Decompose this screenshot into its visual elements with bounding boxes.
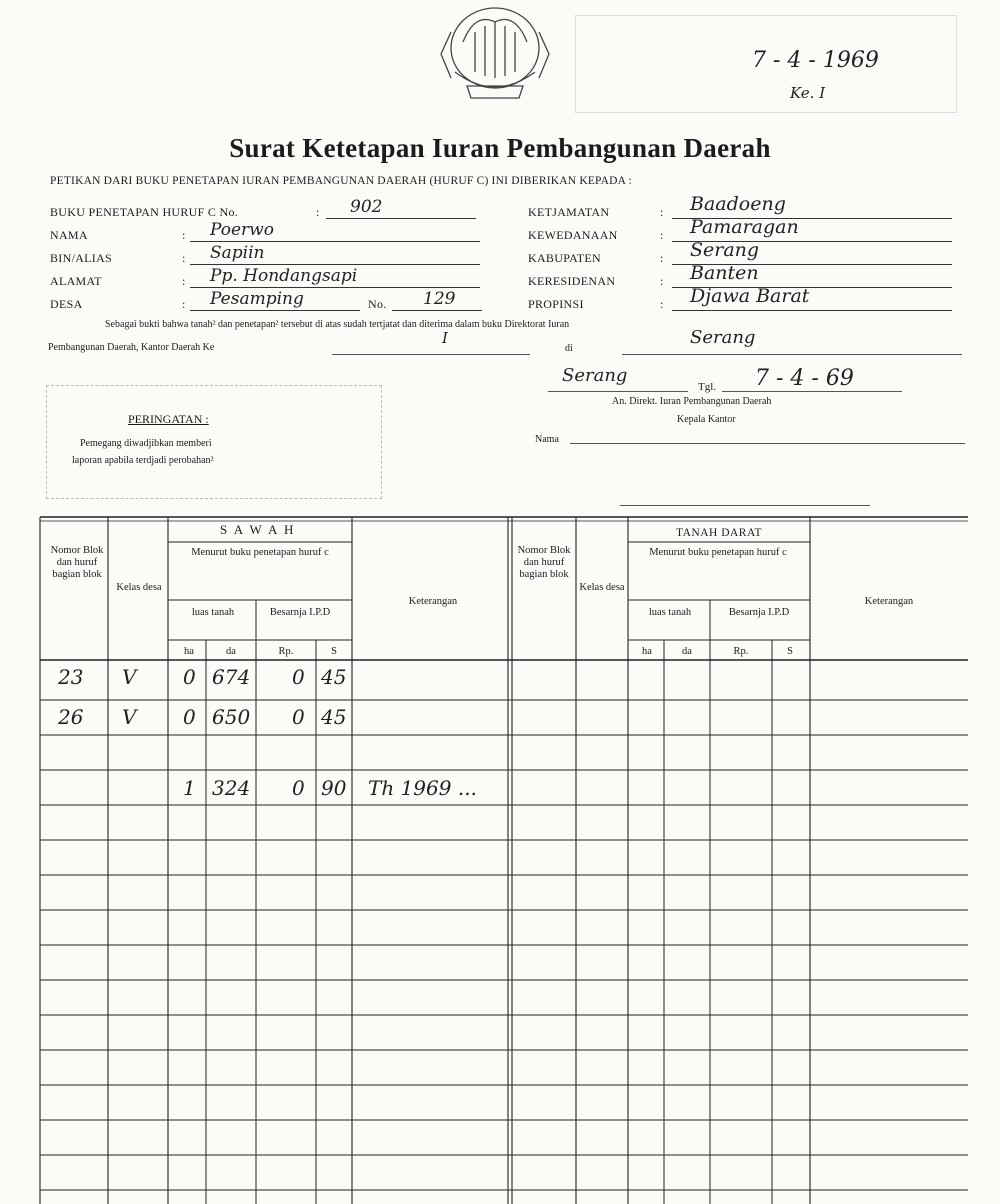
sawah-title: S A W A H	[220, 522, 296, 537]
statement-line2: Pembangunan Daerah, Kantor Daerah Ke	[48, 342, 215, 353]
statement-di-label: di	[565, 343, 573, 354]
left-field-label: DESA	[50, 297, 83, 311]
darat-title: TANAH DARAT	[676, 527, 763, 539]
signature-date: 7 - 4 - 69	[755, 366, 854, 391]
sawah-col-s: S	[331, 646, 337, 657]
colon: :	[660, 297, 664, 311]
table-cell-da: 674	[212, 665, 251, 689]
signature-nama-label: Nama	[535, 434, 559, 445]
sawah-col-nomor: Nomor Blok dan huruf bagian blok	[50, 545, 104, 580]
left-field-label: BUKU PENETAPAN HURUF C No.	[50, 205, 239, 219]
left-field-label: NAMA	[50, 228, 88, 242]
colon: :	[660, 251, 664, 265]
statement-di-value: Serang	[690, 327, 756, 348]
darat-col-da: da	[682, 646, 692, 657]
darat-col-ha: ha	[642, 646, 652, 657]
left-field-value: Poerwo	[210, 220, 274, 240]
sawah-col-kelas: Kelas desa	[116, 582, 162, 593]
colon: :	[660, 228, 664, 242]
sawah-col-rp: Rp.	[278, 646, 294, 657]
darat-col-rp: Rp.	[733, 646, 749, 657]
darat-col-menurut: Menurut buku penetapan huruf c	[649, 547, 787, 558]
peringatan-line2: laporan apabila terdjadi perobahan²	[72, 455, 214, 466]
sawah-col-besarnja: Besarnja I.P.D	[269, 607, 331, 618]
right-field-value: Baadoeng	[690, 193, 786, 215]
colon: :	[182, 274, 186, 288]
signature-tgl-label: Tgl.	[698, 381, 717, 393]
left-field-value: Pesamping	[210, 289, 304, 309]
darat-col-nomor: Nomor Blok dan huruf bagian blok	[517, 545, 571, 580]
colon: :	[660, 205, 664, 219]
table-cell-ha: 0	[183, 665, 196, 689]
colon: :	[660, 274, 664, 288]
right-field-value: Banten	[690, 262, 759, 284]
table-cell-nomor: 26	[58, 705, 84, 729]
signature-place: Serang	[562, 365, 628, 386]
left-field-label: ALAMAT	[50, 274, 102, 288]
sawah-col-keterangan: Keterangan	[408, 596, 458, 607]
kantor-number: I	[442, 329, 448, 347]
signature-role1: An. Direkt. Iuran Pembangunan Daerah	[612, 396, 772, 407]
sawah-col-ha: ha	[184, 646, 194, 657]
colon: :	[182, 228, 186, 242]
sawah-col-menurut: Menurut buku penetapan huruf c	[191, 547, 329, 558]
right-field-value: Serang	[690, 239, 760, 261]
desa-no-label: No.	[368, 297, 387, 311]
left-field-value: Pp. Hondangsapi	[210, 266, 358, 286]
table-cell-ha: 0	[183, 705, 196, 729]
darat-col-kelas: Kelas desa	[579, 582, 625, 593]
left-field-value: 902	[350, 197, 383, 217]
table-cell-s: 45	[321, 705, 347, 729]
peringatan-title: PERINGATAN :	[128, 412, 209, 426]
document-title: Surat Ketetapan Iuran Pembangunan Daerah	[229, 133, 771, 163]
sawah-col-da: da	[226, 646, 236, 657]
colon: :	[182, 251, 186, 265]
left-field-value: Sapiin	[210, 243, 265, 263]
colon: :	[316, 205, 320, 219]
table-cell-rp: 0	[292, 665, 305, 689]
darat-col-luas: luas tanah	[648, 607, 692, 618]
darat-col-keterangan: Keterangan	[864, 596, 914, 607]
table-cell-s: 90	[321, 776, 347, 800]
right-field-label: KETJAMATAN	[528, 205, 610, 219]
right-field-value: Djawa Barat	[690, 285, 810, 307]
signature-role2: Kepala Kantor	[677, 414, 736, 425]
right-field-label: KERESIDENAN	[528, 274, 616, 288]
left-field-label: BIN/ALIAS	[50, 251, 113, 265]
statement-line1: Sebagai bukti bahwa tanah² dan penetapan² tersebut di atas sudah tertjatat dan diterima dalam buku Direktorat Iuran	[105, 319, 570, 330]
table-cell-da: 650	[212, 705, 251, 729]
peringatan-line1: Pemegang diwadjibkan memberi	[80, 438, 212, 449]
right-field-label: PROPINSI	[528, 297, 584, 311]
table-cell-da: 324	[212, 776, 251, 800]
table-cell-kelas: V	[122, 665, 137, 689]
right-field-label: KEWEDANAAN	[528, 228, 618, 242]
desa-no-value: 129	[423, 289, 456, 309]
stamp-date: 7 - 4 - 1969	[752, 48, 879, 73]
right-field-label: KABUPATEN	[528, 251, 601, 265]
table-cell-rp: 0	[292, 776, 305, 800]
table-cell-rp: 0	[292, 705, 305, 729]
table-cell-nomor: 23	[58, 665, 84, 689]
darat-col-s: S	[787, 646, 793, 657]
sawah-col-luas: luas tanah	[191, 607, 235, 618]
stamp-ref: Ke. I	[790, 84, 826, 102]
table-cell-ha: 1	[183, 776, 196, 800]
right-field-value: Pamaragan	[690, 216, 799, 238]
table-cell-s: 45	[321, 665, 347, 689]
table-cell-kelas: V	[122, 705, 137, 729]
colon: :	[182, 297, 186, 311]
darat-col-besarnja: Besarnja I.P.D	[728, 607, 790, 618]
table-cell-ket: Th 1969 ...	[368, 776, 477, 800]
petikan-header: PETIKAN DARI BUKU PENETAPAN IURAN PEMBANGUNAN DAERAH (HURUF C) INI DIBERIKAN KEPADA :	[50, 175, 632, 187]
